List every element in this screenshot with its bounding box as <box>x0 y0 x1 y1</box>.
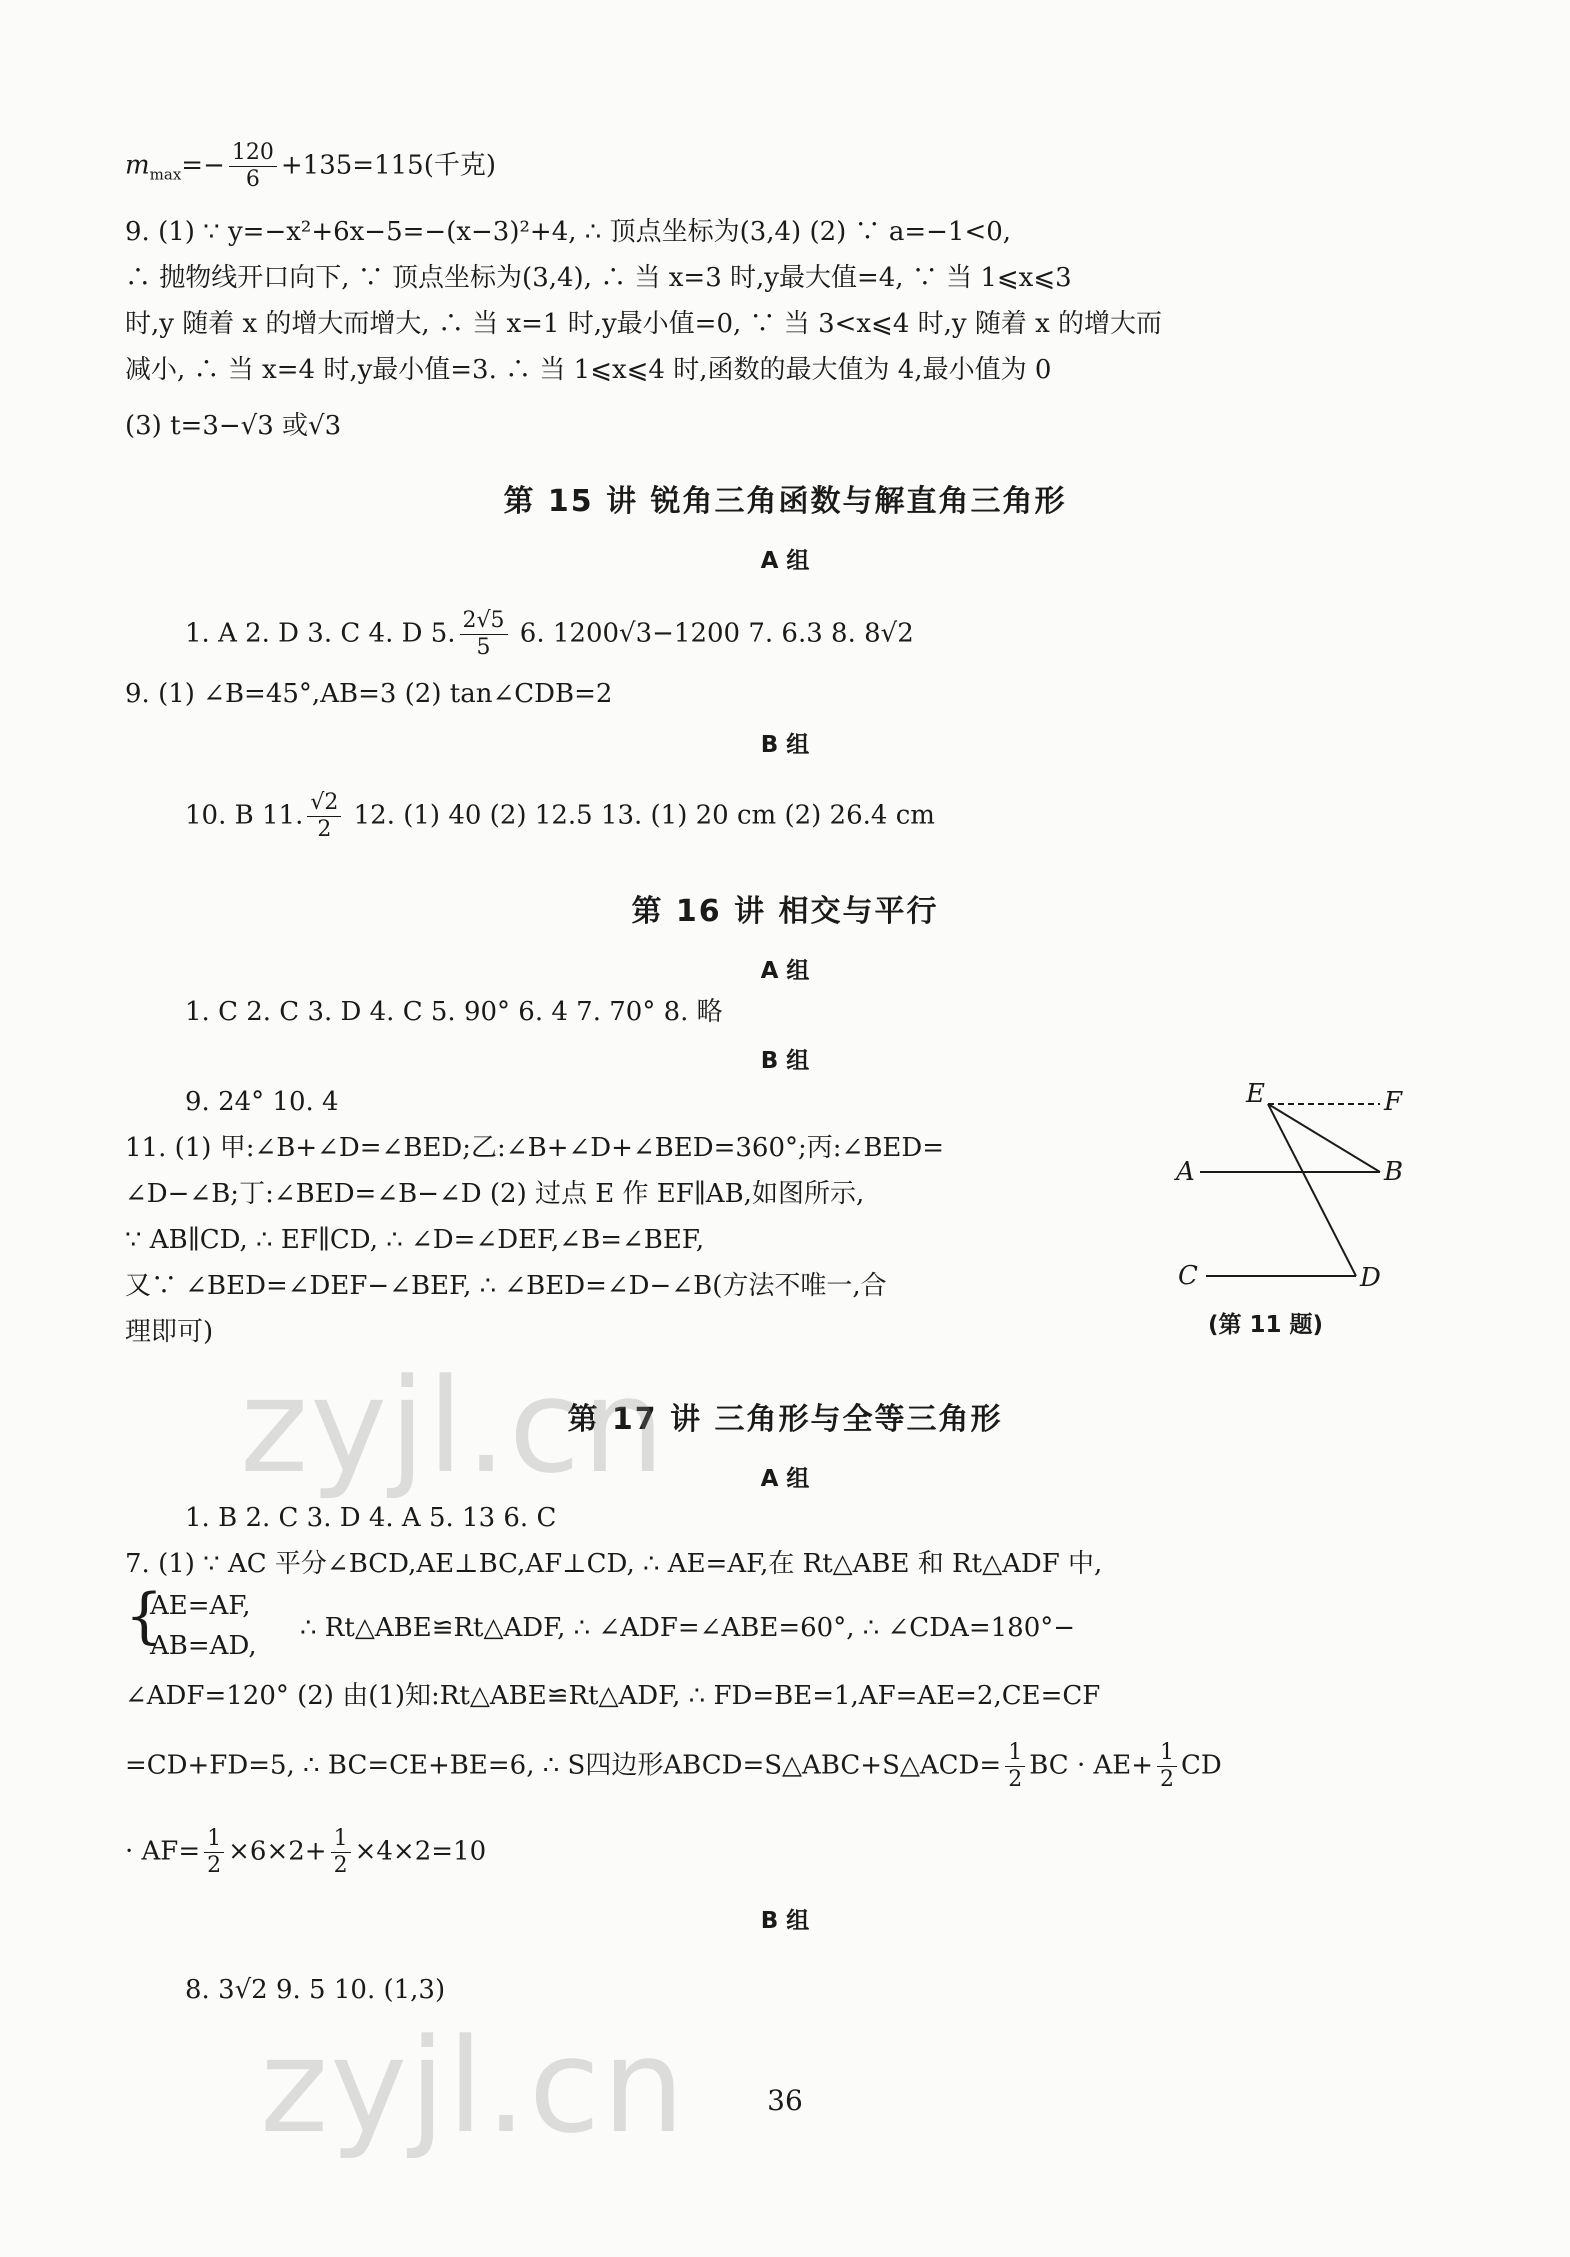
s15-b-line-1: 10. B 11. $\frac{√2}{2}$ 12. (1) 40 (2) 12.5 13. (1) 20 cm (2) 26.4 cm <box>185 790 935 842</box>
fraction: $\frac{2√5}{5}$ <box>460 608 508 661</box>
section-16-title: 第 16 讲 相交与平行 <box>631 894 939 929</box>
brace: { <box>125 1581 164 1651</box>
brace-row-1: AE=AF, <box>150 1591 251 1621</box>
s17-group-a: A 组 <box>760 1466 810 1492</box>
label-f: F <box>1384 1087 1403 1117</box>
section-17-title: 第 17 讲 三角形与全等三角形 <box>567 1402 1003 1437</box>
s15-a-line-1: 1. A 2. D 3. C 4. D 5. $\frac{2√5}{5}$ 6. 1200√3−1200 7. 6.3 8. 8√2 <box>185 608 914 660</box>
watermark: zyjl.cn <box>260 2010 687 2162</box>
s16-b-line-4: ∵ AB∥CD, ∴ EF∥CD, ∴ ∠D=∠DEF,∠B=∠BEF, <box>125 1225 705 1255</box>
q9-line-2: ∴ 抛物线开口向下, ∵ 顶点坐标为(3,4), ∴ 当 x=3 时,y最大值=4, ∵ 当 1⩽x⩽3 <box>125 263 1072 293</box>
label-c: C <box>1178 1261 1198 1290</box>
s16-group-a: A 组 <box>760 958 810 984</box>
s16-b-line-3: ∠D−∠B;丁:∠BED=∠B−∠D (2) 过点 E 作 EF∥AB,如图所示, <box>125 1179 865 1209</box>
mmax-line: $m_{max}=-$ $\frac{120}{6}$ +135=115(千克) <box>125 140 496 192</box>
s16-b-line-6: 理即可) <box>125 1317 214 1347</box>
q9-line-5: (3) t=3−√3 或√3 <box>125 411 342 441</box>
figure-problem-11 <box>1170 1080 1410 1290</box>
s17-a-line-1: 1. B 2. C 3. D 4. A 5. 13 6. C <box>185 1503 557 1533</box>
s17-group-b: B 组 <box>760 1908 810 1934</box>
s16-b-line-5: 又∵ ∠BED=∠DEF−∠BEF, ∴ ∠BED=∠D−∠B(方法不唯一,合 <box>125 1271 887 1301</box>
label-a: A <box>1176 1157 1195 1187</box>
s17-a-line-5: =CD+FD=5, ∴ BC=CE+BE=6, ∴ S四边形ABCD=S△ABC+S△ACD= $\frac{1}{2}$ BC · AE+ $\frac{1}{2}$ CD <box>125 1740 1222 1792</box>
s17-a-line-6: · AF= $\frac{1}{2}$ ×6×2+ $\frac{1}{2}$ ×4×2=10 <box>125 1826 487 1878</box>
s15-group-b: B 组 <box>760 732 810 758</box>
fraction-half: $\frac{1}{2}$ <box>1157 1740 1177 1793</box>
s17-a-line-2: 7. (1) ∵ AC 平分∠BCD,AE⊥BC,AF⊥CD, ∴ AE=AF,在 Rt△ABE 和 Rt△ADF 中, <box>125 1549 1103 1579</box>
page-number: 36 <box>767 2084 803 2117</box>
fraction: $\frac{√2}{2}$ <box>307 790 341 843</box>
s17-b-line-1: 8. 3√2 9. 5 10. (1,3) <box>185 1975 446 2005</box>
fraction-half: $\frac{1}{2}$ <box>1005 1740 1025 1793</box>
brace-row-2: AB=AD, <box>150 1631 257 1661</box>
s17-a-line-3: ∴ Rt△ABE≌Rt△ADF, ∴ ∠ADF=∠ABE=60°, ∴ ∠CDA=180°− <box>300 1613 1076 1643</box>
label-e: E <box>1246 1080 1265 1109</box>
q9-line-4: 减小, ∴ 当 x=4 时,y最小值=3. ∴ 当 1⩽x⩽4 时,函数的最大值为 4,最小值为 0 <box>125 355 1052 385</box>
s16-b-line-1: 9. 24° 10. 4 <box>185 1087 339 1117</box>
label-b: B <box>1384 1157 1404 1187</box>
s15-a-line-2: 9. (1) ∠B=45°,AB=3 (2) tan∠CDB=2 <box>125 679 613 709</box>
fraction-half: $\frac{1}{2}$ <box>331 1826 351 1879</box>
s16-a-line-1: 1. C 2. C 3. D 4. C 5. 90° 6. 4 7. 70° 8. 略 <box>185 997 723 1027</box>
fraction: $\frac{120}{6}$ <box>229 140 277 193</box>
q9-line-1: 9. (1) ∵ y=−x²+6x−5=−(x−3)²+4, ∴ 顶点坐标为(3,4) (2) ∵ a=−1<0, <box>125 217 1012 247</box>
s17-a-line-4: ∠ADF=120° (2) 由(1)知:Rt△ABE≌Rt△ADF, ∴ FD=BE=1,AF=AE=2,CE=CF <box>125 1681 1101 1711</box>
section-15-title: 第 15 讲 锐角三角函数与解直角三角形 <box>503 484 1067 519</box>
q9-line-3: 时,y 随着 x 的增大而增大, ∴ 当 x=1 时,y最小值=0, ∵ 当 3<x⩽4 时,y 随着 x 的增大而 <box>125 309 1163 339</box>
label-d: D <box>1360 1263 1381 1290</box>
s16-b-line-2: 11. (1) 甲:∠B+∠D=∠BED;乙:∠B+∠D+∠BED=360°;丙:∠BED= <box>125 1133 945 1163</box>
s15-group-a: A 组 <box>760 548 810 574</box>
watermark: zyjl.cn <box>240 1350 667 1502</box>
s16-group-b: B 组 <box>760 1048 810 1074</box>
figure-caption: (第 11 题) <box>1208 1312 1324 1338</box>
fraction-half: $\frac{1}{2}$ <box>204 1826 224 1879</box>
